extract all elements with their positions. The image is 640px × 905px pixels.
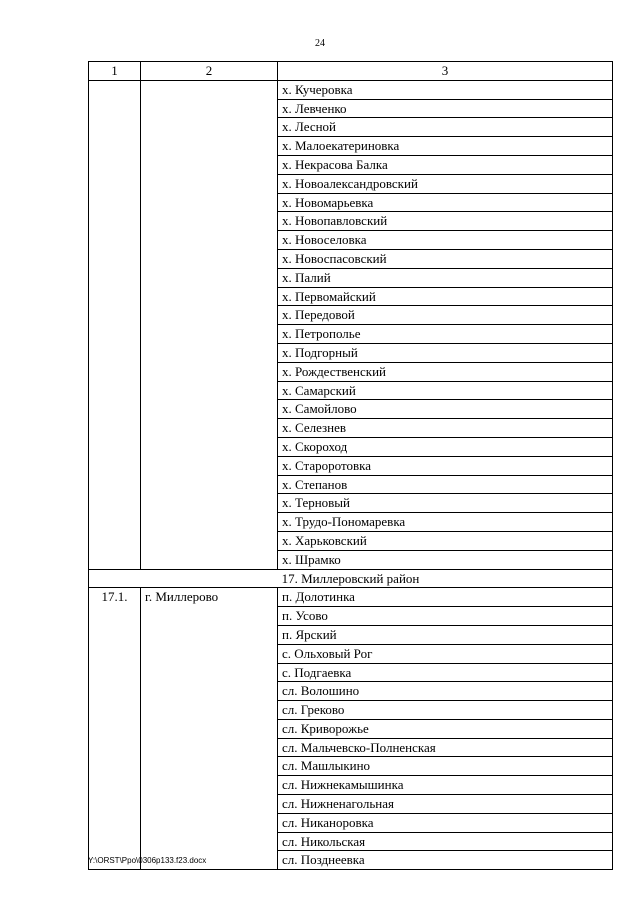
settlement-cell: сл. Криворожье bbox=[278, 719, 613, 738]
settlement-cell: х. Новопавловский bbox=[278, 212, 613, 231]
settlement-cell: х. Харьковский bbox=[278, 531, 613, 550]
settlement-cell: п. Долотинка bbox=[278, 588, 613, 607]
district-row bbox=[89, 569, 613, 588]
settlement-cell: х. Терновый bbox=[278, 494, 613, 513]
settlement-cell: х. Самойлово bbox=[278, 400, 613, 419]
table-body bbox=[89, 80, 613, 869]
settlement-cell: сл. Машлыкино bbox=[278, 757, 613, 776]
section-number: 17.1. bbox=[89, 588, 141, 870]
settlement-cell: х. Селезнев bbox=[278, 419, 613, 438]
settlement-cell: сл. Позднеевка bbox=[278, 851, 613, 870]
settlement-cell: х. Петрополье bbox=[278, 325, 613, 344]
settlement-cell: х. Малоекатериновка bbox=[278, 137, 613, 156]
settlement-cell: х. Рождественский bbox=[278, 362, 613, 381]
section-name: г. Миллерово bbox=[141, 588, 278, 870]
settlement-cell: с. Подгаевка bbox=[278, 663, 613, 682]
district-heading: 17. Миллеровский район bbox=[89, 569, 613, 588]
settlement-cell: х. Левченко bbox=[278, 99, 613, 118]
settlement-cell: х. Кучеровка bbox=[278, 80, 613, 99]
table-row bbox=[89, 80, 613, 99]
header-row bbox=[89, 62, 613, 81]
footer-file-path: Y:\ORST\Ppo\0306p133.f23.docx bbox=[88, 856, 207, 865]
settlement-cell: п. Ярский bbox=[278, 625, 613, 644]
section-number-cell bbox=[89, 80, 141, 569]
header-col-1: 1 bbox=[89, 62, 141, 81]
settlement-cell: х. Староротовка bbox=[278, 456, 613, 475]
settlement-cell: сл. Никольская bbox=[278, 832, 613, 851]
settlement-cell: х. Первомайский bbox=[278, 287, 613, 306]
header-col-2: 2 bbox=[141, 62, 278, 81]
section-name-cell bbox=[141, 80, 278, 569]
settlement-cell: х. Новоалександровский bbox=[278, 174, 613, 193]
settlement-cell: х. Новомарьевка bbox=[278, 193, 613, 212]
settlement-cell: сл. Никаноровка bbox=[278, 813, 613, 832]
settlement-cell: х. Палий bbox=[278, 268, 613, 287]
settlement-cell: сл. Нижнекамышинка bbox=[278, 776, 613, 795]
settlement-cell: х. Новоспасовский bbox=[278, 249, 613, 268]
settlement-cell: х. Подгорный bbox=[278, 343, 613, 362]
settlement-cell: с. Ольховый Рог bbox=[278, 644, 613, 663]
settlement-cell: сл. Волошино bbox=[278, 682, 613, 701]
settlement-cell: х. Новоселовка bbox=[278, 231, 613, 250]
settlement-cell: сл. Мальчевско-Полненская bbox=[278, 738, 613, 757]
settlement-cell: х. Скороход bbox=[278, 437, 613, 456]
settlement-cell: сл. Нижненагольная bbox=[278, 795, 613, 814]
settlements-table bbox=[88, 61, 613, 870]
settlement-cell: х. Шрамко bbox=[278, 550, 613, 569]
settlement-cell: х. Лесной bbox=[278, 118, 613, 137]
settlement-cell: х. Передовой bbox=[278, 306, 613, 325]
settlement-cell: х. Самарский bbox=[278, 381, 613, 400]
settlement-cell: х. Некрасова Балка bbox=[278, 155, 613, 174]
page-number: 24 bbox=[315, 38, 325, 49]
header-col-3: 3 bbox=[278, 62, 613, 81]
settlement-cell: х. Степанов bbox=[278, 475, 613, 494]
settlement-cell: сл. Греково bbox=[278, 701, 613, 720]
settlement-cell: х. Трудо-Пономаревка bbox=[278, 513, 613, 532]
settlement-cell: п. Усово bbox=[278, 607, 613, 626]
table-row bbox=[89, 588, 613, 607]
